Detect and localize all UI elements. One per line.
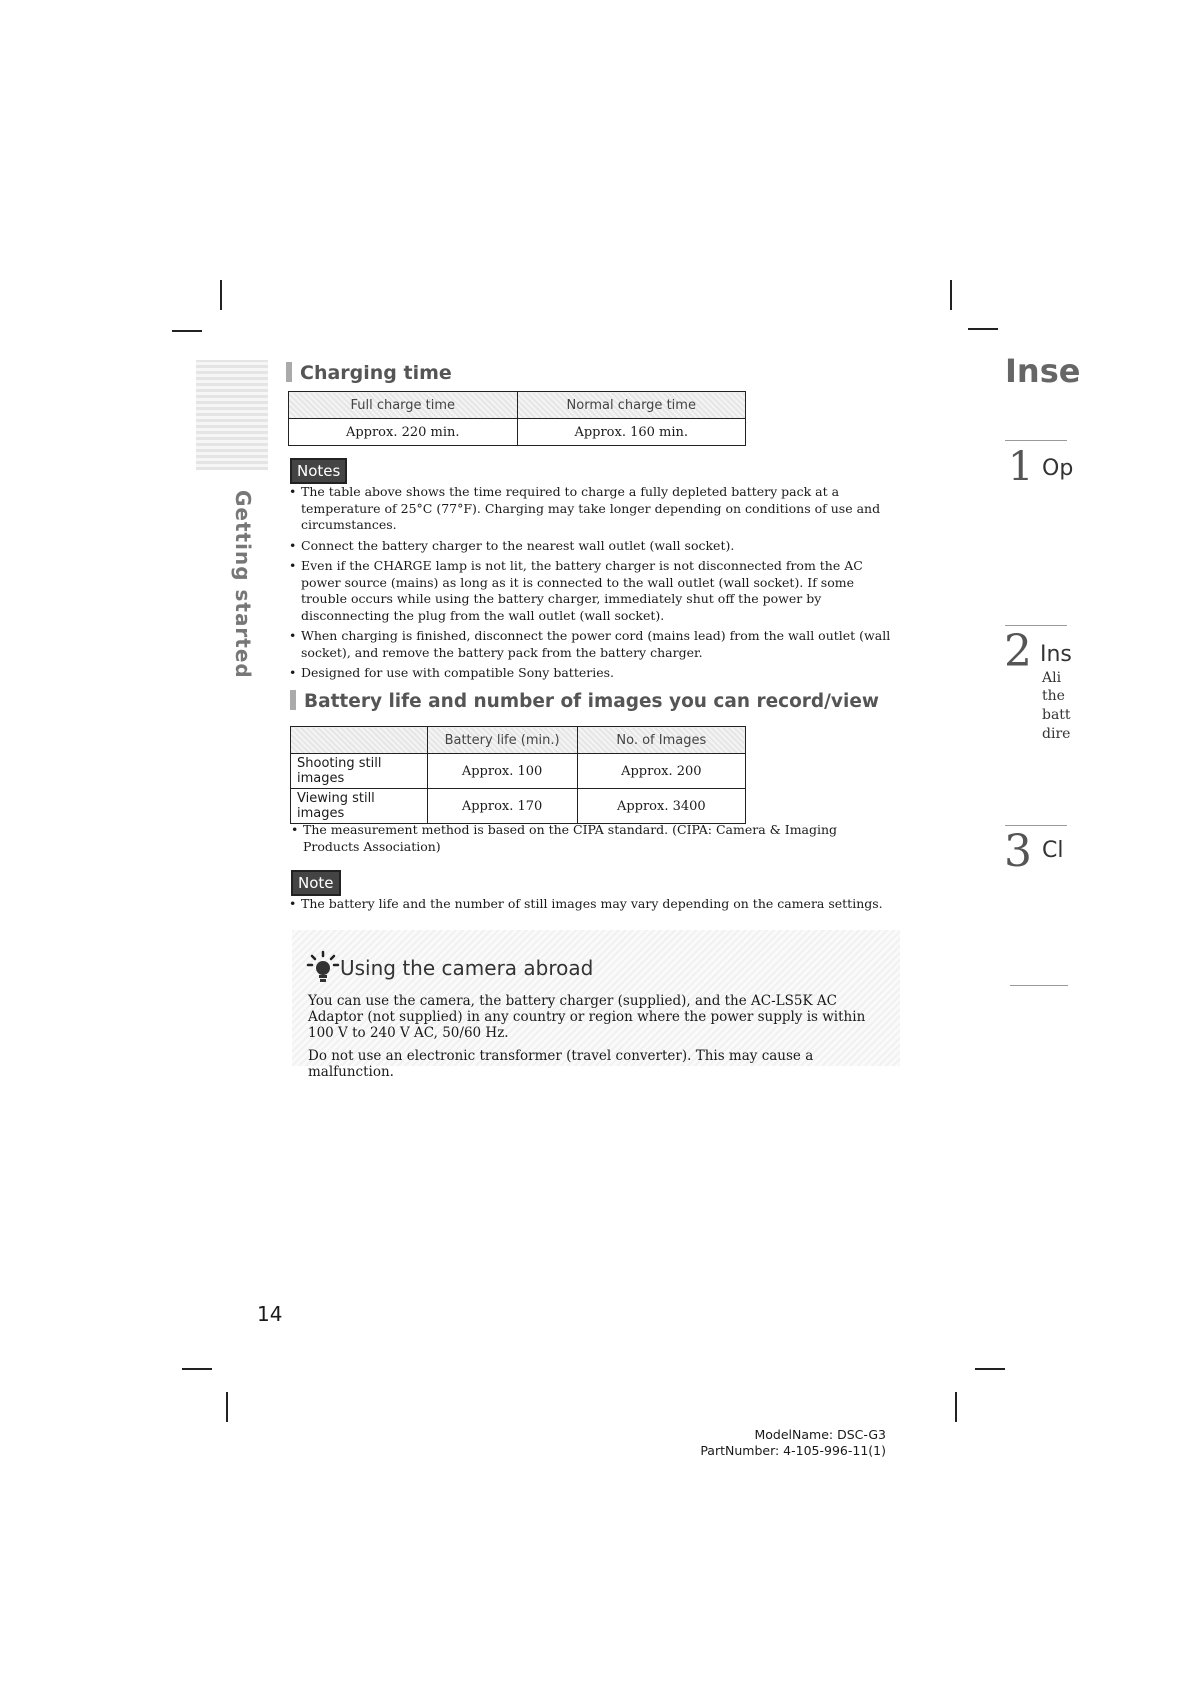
battery-footnote: • The measurement method is based on the CIPA standard. (CIPA: Camera & Imaging Products Association) — [291, 822, 891, 855]
table-header — [291, 727, 428, 754]
step-number: 1 — [1008, 444, 1034, 490]
crop-mark — [975, 1368, 1005, 1370]
lightbulb-icon — [306, 950, 340, 986]
tip-warning: Do not use an electronic transformer (travel converter). This may cause a malfunction. — [308, 1048, 814, 1080]
table-cell: Approx. 200 — [577, 754, 745, 789]
notes-badge: Notes — [290, 458, 347, 484]
title-marker — [286, 362, 292, 382]
note-list — [289, 896, 899, 917]
step-number: 2 — [1004, 626, 1032, 677]
charging-table — [288, 391, 746, 446]
table-row — [291, 754, 746, 789]
table-cell: Approx. 100 — [427, 754, 577, 789]
crop-mark — [172, 330, 202, 332]
list-item: • Connect the battery charger to the nearest wall outlet (wall socket). — [289, 538, 899, 555]
table-cell: Approx. 3400 — [577, 789, 745, 824]
notes-list — [289, 484, 899, 686]
title-marker — [290, 690, 296, 710]
list-item: • The battery life and the number of still images may vary depending on the camera settings. — [289, 896, 899, 913]
step-text: Ins — [1040, 642, 1072, 667]
divider — [1005, 440, 1067, 441]
table-cell: Shooting still images — [291, 754, 428, 789]
part-number: PartNumber: 4-105-996-11(1) — [700, 1443, 886, 1458]
step-line: dire — [1042, 726, 1071, 742]
table-header: Normal charge time — [517, 392, 746, 419]
divider — [1010, 985, 1068, 986]
step-line: Ali — [1042, 670, 1062, 686]
battery-footnote-list — [291, 822, 891, 859]
table-header: No. of Images — [577, 727, 745, 754]
step-line: batt — [1042, 707, 1071, 723]
battery-title — [290, 690, 879, 712]
step-line: the — [1042, 688, 1065, 704]
table-header: Battery life (min.) — [427, 727, 577, 754]
table-cell: Approx. 160 min. — [517, 419, 746, 446]
list-item: • Even if the CHARGE lamp is not lit, the battery charger is not disconnected from the AC power source (mains) as long as it is connected to the wall outlet (wall socket). If some trouble occurs while using the battery charger, immediately shut off the power by disconnecting the plug from the wall outlet (wall socket). — [289, 558, 899, 624]
table-header: Full charge time — [289, 392, 518, 419]
charging-title — [286, 362, 452, 384]
step-text: Op — [1042, 456, 1074, 481]
table-cell: Viewing still images — [291, 789, 428, 824]
table-row — [289, 392, 746, 419]
note-badge: Note — [291, 870, 341, 896]
tip-title: Using the camera abroad — [340, 956, 594, 980]
tip-text: You can use the camera, the battery charger (supplied), and the AC-LS5K AC Adaptor (not supplied) in any country or region where the power supply is within 100 V to 240 V AC, 50/60 Hz. — [308, 993, 866, 1041]
table-row — [291, 789, 746, 824]
step-number: 3 — [1004, 826, 1032, 877]
charging-title-text: Charging time — [300, 362, 452, 384]
crop-mark — [968, 328, 998, 330]
list-item: • Designed for use with compatible Sony batteries. — [289, 665, 899, 682]
battery-title-text: Battery life and number of images you can record/view — [304, 691, 879, 712]
crop-mark — [950, 280, 952, 310]
model-name: ModelName: DSC-G3 — [754, 1427, 886, 1442]
step-text: Cl — [1042, 838, 1064, 863]
crop-mark — [955, 1392, 957, 1422]
table-row — [289, 419, 746, 446]
table-row — [291, 727, 746, 754]
side-label: Getting started — [231, 490, 255, 679]
list-item: • The table above shows the time required to charge a fully depleted battery pack at a temperature of 25°C (77°F). Charging may take longer depending on conditions of use and circumstances. — [289, 484, 899, 534]
list-item: • When charging is finished, disconnect the power cord (mains lead) from the wall outlet (wall socket), and remove the battery pack from the battery charger. — [289, 628, 899, 661]
crop-mark — [220, 280, 222, 310]
crop-mark — [182, 1368, 212, 1370]
side-tab-pattern — [196, 360, 268, 470]
table-cell: Approx. 170 — [427, 789, 577, 824]
table-cell: Approx. 220 min. — [289, 419, 518, 446]
crop-mark — [226, 1392, 228, 1422]
page-number: 14 — [257, 1302, 283, 1326]
model-info — [700, 1427, 886, 1459]
next-page-title: Inse — [1005, 352, 1081, 390]
battery-table — [290, 726, 746, 824]
